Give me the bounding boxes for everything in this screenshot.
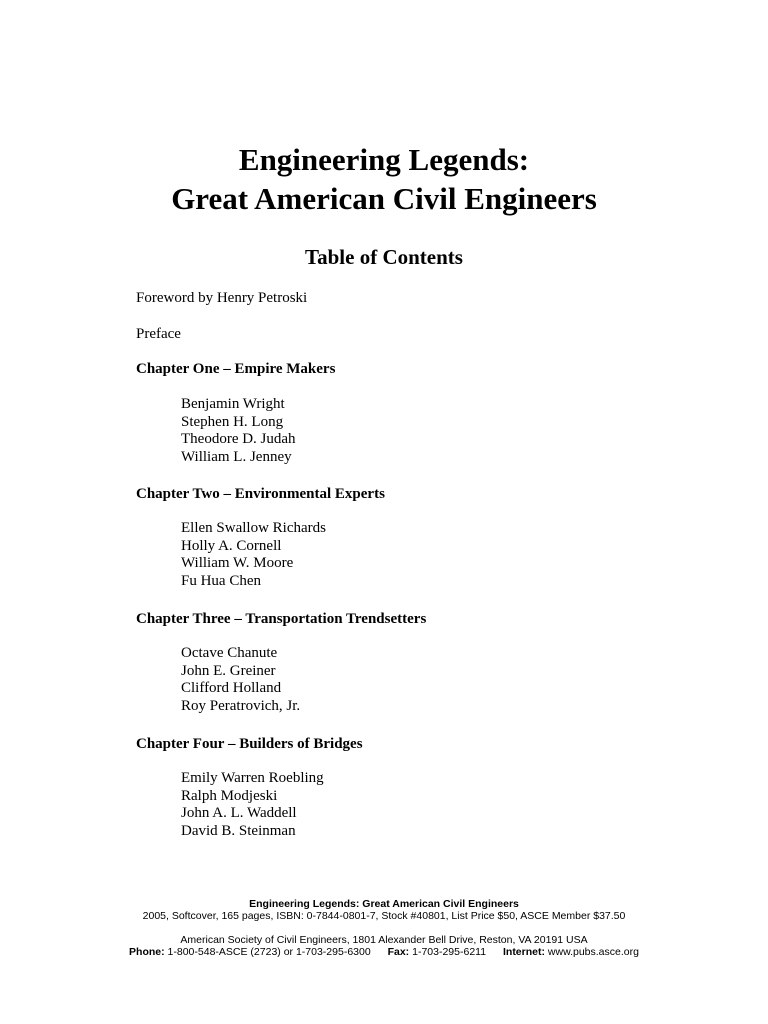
toc-foreword: Foreword by Henry Petroski bbox=[136, 290, 308, 306]
chapter-four-list bbox=[181, 770, 324, 841]
phone-value: 1-800-548-ASCE (2723) or 1-703-295-6300 bbox=[167, 946, 371, 958]
chapter-one-list bbox=[181, 396, 296, 467]
list-item: Stephen H. Long bbox=[181, 413, 284, 430]
fax-value: 1-703-295-6211 bbox=[412, 946, 487, 958]
list-item: Benjamin Wright bbox=[181, 396, 285, 412]
internet-link[interactable]: www.pubs.asce.org bbox=[547, 946, 639, 958]
list-item: David B. Steinman bbox=[181, 823, 296, 840]
list-item: Octave Chanute bbox=[181, 645, 278, 661]
fax-label: Fax: bbox=[387, 946, 410, 958]
document-title-line-2: Great American Civil Engineers bbox=[171, 181, 597, 216]
toc-preface: Preface bbox=[136, 326, 181, 342]
footer-book-title: Engineering Legends: Great American Civil Engineers bbox=[249, 898, 519, 910]
chapter-three-list bbox=[181, 645, 300, 716]
list-item: John A. L. Waddell bbox=[181, 805, 297, 822]
list-item: Roy Peratrovich, Jr. bbox=[181, 698, 301, 715]
list-item: William L. Jenney bbox=[181, 449, 292, 466]
list-item: Holly A. Cornell bbox=[181, 537, 282, 554]
list-item: Fu Hua Chen bbox=[181, 573, 261, 590]
footer-book-details: 2005, Softcover, 165 pages, ISBN: 0-7844-0801-7, Stock #40801, List Price $50, ASCE Member $37.50 bbox=[142, 910, 626, 922]
chapter-three-title: Chapter Three – Transportation Trendsetters bbox=[136, 611, 427, 627]
chapter-two-title: Chapter Two – Environmental Experts bbox=[136, 486, 385, 502]
document-title-line-1: Engineering Legends: bbox=[238, 142, 530, 177]
list-item: Ralph Modjeski bbox=[181, 787, 278, 804]
chapter-four-title: Chapter Four – Builders of Bridges bbox=[136, 736, 363, 752]
internet-label: Internet: bbox=[502, 946, 545, 958]
list-item: William W. Moore bbox=[181, 555, 294, 572]
list-item: Theodore D. Judah bbox=[181, 431, 296, 448]
list-item: Clifford Holland bbox=[181, 680, 282, 697]
chapter-two-list bbox=[181, 520, 326, 591]
footer-contact-line bbox=[0, 946, 768, 959]
list-item: Ellen Swallow Richards bbox=[181, 520, 326, 536]
phone-label: Phone: bbox=[129, 946, 165, 958]
chapter-one-title: Chapter One – Empire Makers bbox=[136, 361, 336, 377]
toc-heading: Table of Contents bbox=[305, 245, 463, 269]
footer-organization: American Society of Civil Engineers, 1801 Alexander Bell Drive, Reston, VA 20191 USA bbox=[180, 934, 588, 946]
list-item: Emily Warren Roebling bbox=[181, 770, 324, 786]
list-item: John E. Greiner bbox=[181, 662, 276, 679]
